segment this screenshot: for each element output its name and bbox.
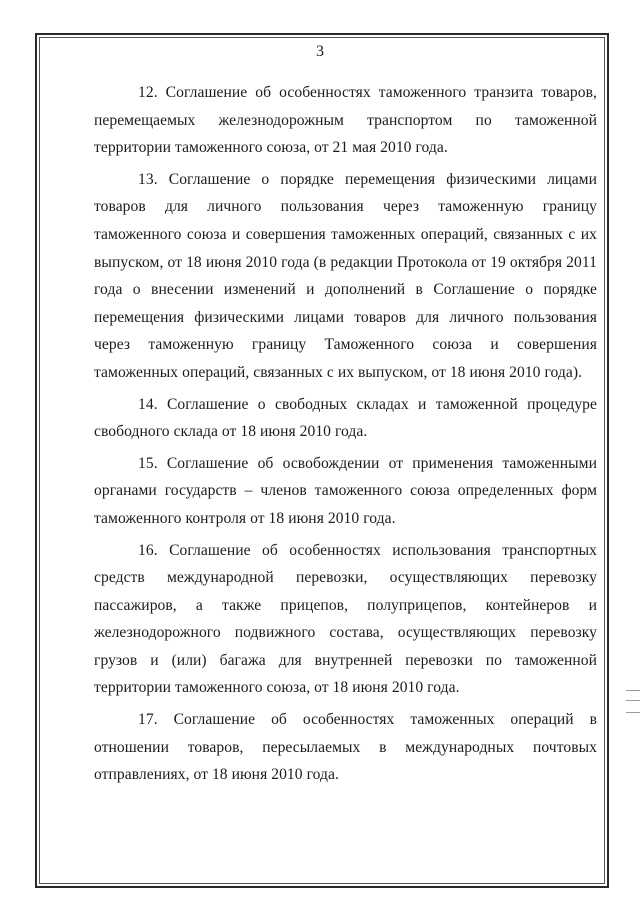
scan-edge-mark <box>626 700 640 701</box>
agreement-item-15: 15. Соглашение об освобождении от применения таможенными органами государств – членов таможенного союза определенных форм таможенного контроля от 18 июня 2010 года. <box>94 454 597 527</box>
agreement-item-17: 17. Соглашение об особенностях таможенных операций в отношении товаров, пересылаемых в международных почтовых отправлениях, от 18 июня 2010 года. <box>94 711 597 784</box>
document-body <box>94 79 597 793</box>
scan-edge-mark <box>626 690 640 691</box>
agreement-item-12: 12. Соглашение об особенностях таможенного транзита товаров, перемещаемых железнодорожным транспортом по таможенной территории таможенного союза, от 21 мая 2010 года. <box>94 84 597 157</box>
agreement-item-16: 16. Соглашение об особенностях использования транспортных средств международной перевозки, осуществляющих перевозку пассажиров, а также прицепов, полуприцепов, контейнеров и железнодорожного подвижного состава, осуществляющих перевозку грузов и (или) багажа для внутренней перевозки по таможенной территории таможенного союза, от 18 июня 2010 года. <box>94 541 597 697</box>
scan-edge-mark <box>626 712 640 713</box>
agreement-item-13: 13. Соглашение о порядке перемещения физическими лицами товаров для личного пользования через таможенную границу таможенного союза и совершения таможенных операций, связанных с их выпуском, от 18 июня 2010 года (в редакции Протокола от 19 октября 2011 года о внесении изменений и дополнений в Соглашение о порядке перемещения физическими лицами товаров для личного пользования через таможенную границу Таможенного союза и совершения таможенных операций, связанных с их выпуском, от 18 июня 2010 года). <box>94 170 597 381</box>
page-number: 3 <box>316 43 324 60</box>
agreement-item-14: 14. Соглашение о свободных складах и таможенной процедуре свободного склада от 18 июня 2010 года. <box>94 395 597 441</box>
